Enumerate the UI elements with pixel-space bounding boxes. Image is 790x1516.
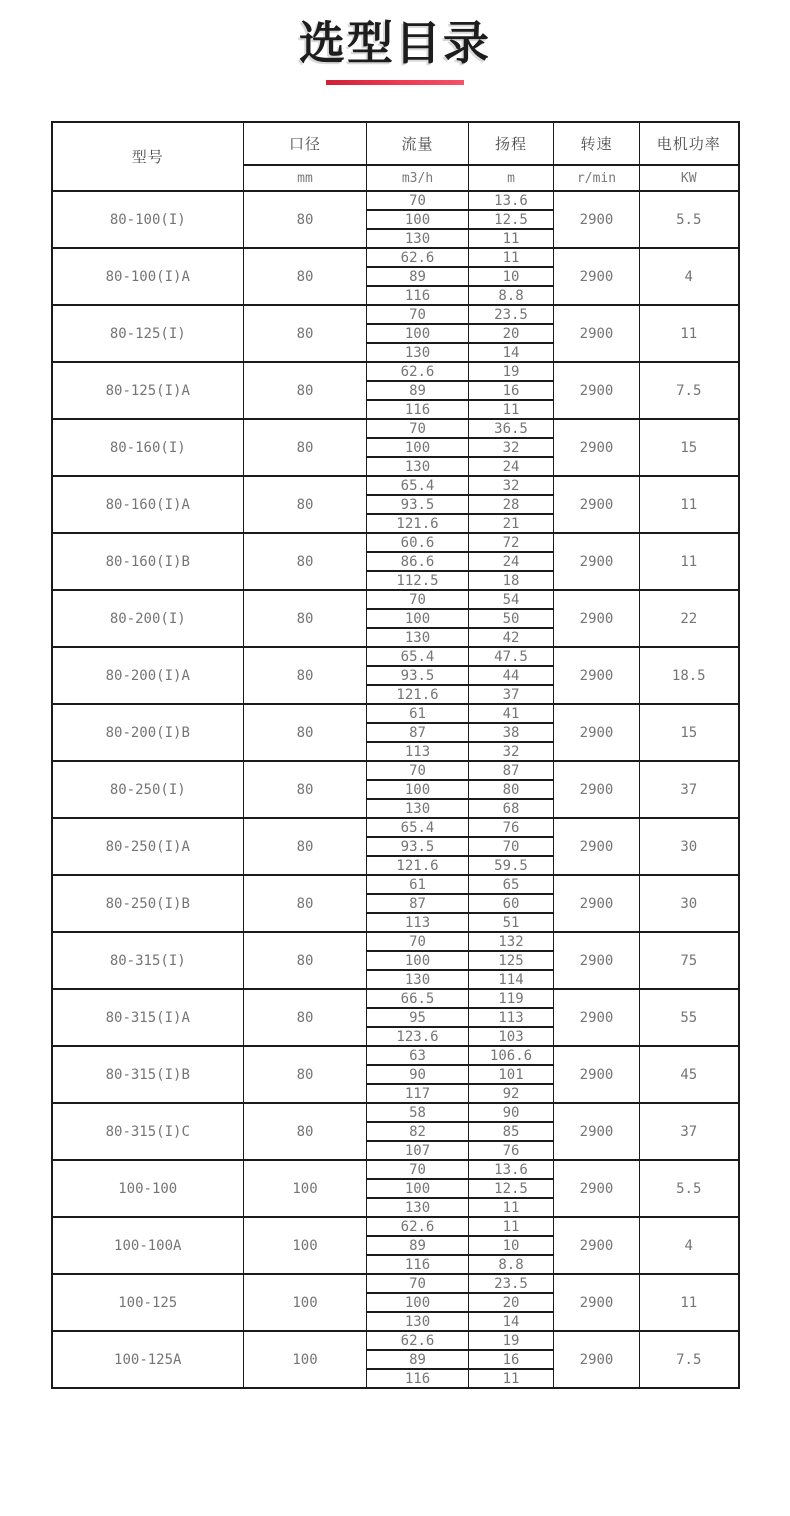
table-row-group: [52, 590, 739, 609]
flow-cell: 89: [367, 1236, 469, 1255]
flow-cell: 112.5: [367, 571, 469, 590]
flow-cell: 70: [367, 932, 469, 951]
speed-cell: 2900: [554, 305, 640, 362]
flow-cell: 130: [367, 1312, 469, 1331]
head-cell: 19: [469, 362, 554, 381]
flow-cell: 130: [367, 457, 469, 476]
head-cell: 44: [469, 666, 554, 685]
diameter-cell: 80: [244, 191, 367, 248]
speed-cell: 2900: [554, 191, 640, 248]
head-cell: 11: [469, 1217, 554, 1236]
table-row-group: [52, 1103, 739, 1122]
speed-cell: 2900: [554, 818, 640, 875]
head-cell: 10: [469, 267, 554, 286]
diameter-cell: 80: [244, 1046, 367, 1103]
model-cell: 80-100(I): [52, 191, 244, 248]
flow-cell: 65.4: [367, 476, 469, 495]
diameter-cell: 80: [244, 647, 367, 704]
head-cell: 114: [469, 970, 554, 989]
power-cell: 15: [640, 419, 739, 476]
flow-cell: 82: [367, 1122, 469, 1141]
diameter-cell: 80: [244, 704, 367, 761]
diameter-cell: 100: [244, 1160, 367, 1217]
head-cell: 113: [469, 1008, 554, 1027]
model-cell: 80-160(I)A: [52, 476, 244, 533]
flow-cell: 100: [367, 324, 469, 343]
model-cell: 80-125(I): [52, 305, 244, 362]
title-underline: [326, 80, 464, 85]
speed-cell: 2900: [554, 875, 640, 932]
speed-cell: 2900: [554, 1274, 640, 1331]
head-cell: 24: [469, 457, 554, 476]
model-cell: 80-160(I): [52, 419, 244, 476]
power-cell: 11: [640, 305, 739, 362]
diameter-cell: 80: [244, 305, 367, 362]
table-row-group: [52, 533, 739, 552]
flow-cell: 62.6: [367, 248, 469, 267]
head-cell: 60: [469, 894, 554, 913]
head-cell: 54: [469, 590, 554, 609]
table-row-group: [52, 305, 739, 324]
unit-speed: r/min: [554, 165, 640, 191]
head-cell: 28: [469, 495, 554, 514]
head-cell: 42: [469, 628, 554, 647]
head-cell: 21: [469, 514, 554, 533]
table-row-group: [52, 362, 739, 381]
head-cell: 16: [469, 1350, 554, 1369]
power-cell: 5.5: [640, 1160, 739, 1217]
flow-cell: 62.6: [367, 1331, 469, 1350]
flow-cell: 100: [367, 609, 469, 628]
table-row-group: [52, 818, 739, 837]
speed-cell: 2900: [554, 419, 640, 476]
speed-cell: 2900: [554, 761, 640, 818]
flow-cell: 121.6: [367, 514, 469, 533]
flow-cell: 130: [367, 628, 469, 647]
flow-cell: 100: [367, 1179, 469, 1198]
diameter-cell: 80: [244, 761, 367, 818]
table-row-group: [52, 704, 739, 723]
head-cell: 12.5: [469, 210, 554, 229]
flow-cell: 62.6: [367, 1217, 469, 1236]
table-row-group: [52, 248, 739, 267]
head-cell: 10: [469, 1236, 554, 1255]
diameter-cell: 80: [244, 875, 367, 932]
flow-cell: 70: [367, 191, 469, 210]
head-cell: 23.5: [469, 1274, 554, 1293]
model-cell: 80-160(I)B: [52, 533, 244, 590]
model-cell: 80-315(I): [52, 932, 244, 989]
diameter-cell: 80: [244, 1103, 367, 1160]
speed-cell: 2900: [554, 989, 640, 1046]
diameter-cell: 100: [244, 1217, 367, 1274]
flow-cell: 130: [367, 970, 469, 989]
diameter-cell: 100: [244, 1274, 367, 1331]
flow-cell: 70: [367, 305, 469, 324]
head-cell: 8.8: [469, 286, 554, 305]
speed-cell: 2900: [554, 704, 640, 761]
head-cell: 8.8: [469, 1255, 554, 1274]
table-body: [52, 191, 739, 1388]
power-cell: 4: [640, 1217, 739, 1274]
power-cell: 22: [640, 590, 739, 647]
model-cell: 80-250(I)B: [52, 875, 244, 932]
flow-cell: 89: [367, 1350, 469, 1369]
flow-cell: 95: [367, 1008, 469, 1027]
head-cell: 87: [469, 761, 554, 780]
flow-cell: 130: [367, 343, 469, 362]
head-cell: 76: [469, 1141, 554, 1160]
head-cell: 24: [469, 552, 554, 571]
model-cell: 80-315(I)A: [52, 989, 244, 1046]
model-cell: 100-100A: [52, 1217, 244, 1274]
diameter-cell: 100: [244, 1331, 367, 1388]
flow-cell: 117: [367, 1084, 469, 1103]
model-cell: 100-100: [52, 1160, 244, 1217]
flow-cell: 90: [367, 1065, 469, 1084]
speed-cell: 2900: [554, 533, 640, 590]
model-cell: 100-125A: [52, 1331, 244, 1388]
speed-cell: 2900: [554, 1331, 640, 1388]
table-row-group: [52, 875, 739, 894]
flow-cell: 93.5: [367, 666, 469, 685]
power-cell: 11: [640, 476, 739, 533]
head-cell: 38: [469, 723, 554, 742]
model-cell: 100-125: [52, 1274, 244, 1331]
flow-cell: 113: [367, 742, 469, 761]
col-header-speed: 转速: [554, 122, 640, 165]
model-cell: 80-250(I)A: [52, 818, 244, 875]
power-cell: 55: [640, 989, 739, 1046]
table-row-group: [52, 647, 739, 666]
flow-cell: 100: [367, 438, 469, 457]
flow-cell: 116: [367, 286, 469, 305]
table-row-group: [52, 1217, 739, 1236]
flow-cell: 87: [367, 723, 469, 742]
col-header-power: 电机功率: [640, 122, 739, 165]
head-cell: 32: [469, 742, 554, 761]
power-cell: 75: [640, 932, 739, 989]
power-cell: 7.5: [640, 1331, 739, 1388]
model-cell: 80-315(I)B: [52, 1046, 244, 1103]
power-cell: 45: [640, 1046, 739, 1103]
flow-cell: 58: [367, 1103, 469, 1122]
head-cell: 20: [469, 1293, 554, 1312]
model-cell: 80-100(I)A: [52, 248, 244, 305]
table-row-group: [52, 932, 739, 951]
table-row-group: [52, 1331, 739, 1350]
col-header-model: 型号: [52, 122, 244, 191]
head-cell: 106.6: [469, 1046, 554, 1065]
head-cell: 16: [469, 381, 554, 400]
unit-head: m: [469, 165, 554, 191]
head-cell: 125: [469, 951, 554, 970]
head-cell: 20: [469, 324, 554, 343]
diameter-cell: 80: [244, 533, 367, 590]
table-row-group: [52, 989, 739, 1008]
diameter-cell: 80: [244, 419, 367, 476]
flow-cell: 60.6: [367, 533, 469, 552]
flow-cell: 86.6: [367, 552, 469, 571]
head-cell: 14: [469, 343, 554, 362]
page-title: 选型目录: [299, 17, 491, 69]
flow-cell: 70: [367, 590, 469, 609]
head-cell: 14: [469, 1312, 554, 1331]
head-cell: 70: [469, 837, 554, 856]
speed-cell: 2900: [554, 1103, 640, 1160]
col-header-diameter: 口径: [244, 122, 367, 165]
flow-cell: 130: [367, 1198, 469, 1217]
power-cell: 7.5: [640, 362, 739, 419]
head-cell: 85: [469, 1122, 554, 1141]
flow-cell: 63: [367, 1046, 469, 1065]
head-cell: 32: [469, 438, 554, 457]
speed-cell: 2900: [554, 248, 640, 305]
model-cell: 80-200(I)A: [52, 647, 244, 704]
head-cell: 68: [469, 799, 554, 818]
power-cell: 30: [640, 875, 739, 932]
table-row-group: [52, 1160, 739, 1179]
table-row-group: [52, 1274, 739, 1293]
flow-cell: 66.5: [367, 989, 469, 1008]
flow-cell: 70: [367, 1160, 469, 1179]
flow-cell: 93.5: [367, 495, 469, 514]
speed-cell: 2900: [554, 647, 640, 704]
flow-cell: 70: [367, 419, 469, 438]
unit-diameter: mm: [244, 165, 367, 191]
table-row-group: [52, 761, 739, 780]
model-cell: 80-250(I): [52, 761, 244, 818]
flow-cell: 65.4: [367, 818, 469, 837]
head-cell: 47.5: [469, 647, 554, 666]
speed-cell: 2900: [554, 476, 640, 533]
power-cell: 30: [640, 818, 739, 875]
speed-cell: 2900: [554, 932, 640, 989]
head-cell: 80: [469, 780, 554, 799]
head-cell: 41: [469, 704, 554, 723]
diameter-cell: 80: [244, 476, 367, 533]
flow-cell: 130: [367, 799, 469, 818]
flow-cell: 113: [367, 913, 469, 932]
speed-cell: 2900: [554, 590, 640, 647]
power-cell: 15: [640, 704, 739, 761]
head-cell: 11: [469, 400, 554, 419]
flow-cell: 130: [367, 229, 469, 248]
diameter-cell: 80: [244, 590, 367, 647]
power-cell: 37: [640, 761, 739, 818]
flow-cell: 116: [367, 400, 469, 419]
col-header-head: 扬程: [469, 122, 554, 165]
head-cell: 51: [469, 913, 554, 932]
head-cell: 59.5: [469, 856, 554, 875]
speed-cell: 2900: [554, 1160, 640, 1217]
head-cell: 90: [469, 1103, 554, 1122]
head-cell: 32: [469, 476, 554, 495]
head-cell: 65: [469, 875, 554, 894]
flow-cell: 116: [367, 1369, 469, 1388]
head-cell: 36.5: [469, 419, 554, 438]
col-header-flow: 流量: [367, 122, 469, 165]
model-cell: 80-125(I)A: [52, 362, 244, 419]
power-cell: 11: [640, 533, 739, 590]
model-cell: 80-315(I)C: [52, 1103, 244, 1160]
flow-cell: 100: [367, 1293, 469, 1312]
flow-cell: 70: [367, 761, 469, 780]
head-cell: 72: [469, 533, 554, 552]
head-cell: 76: [469, 818, 554, 837]
head-cell: 37: [469, 685, 554, 704]
head-cell: 13.6: [469, 1160, 554, 1179]
head-cell: 11: [469, 248, 554, 267]
speed-cell: 2900: [554, 1046, 640, 1103]
flow-cell: 70: [367, 1274, 469, 1293]
flow-cell: 93.5: [367, 837, 469, 856]
head-cell: 23.5: [469, 305, 554, 324]
diameter-cell: 80: [244, 989, 367, 1046]
flow-cell: 89: [367, 267, 469, 286]
table-row-group: [52, 419, 739, 438]
diameter-cell: 80: [244, 248, 367, 305]
head-cell: 19: [469, 1331, 554, 1350]
head-cell: 50: [469, 609, 554, 628]
unit-flow: m3/h: [367, 165, 469, 191]
power-cell: 5.5: [640, 191, 739, 248]
flow-cell: 121.6: [367, 685, 469, 704]
table-row-group: [52, 1046, 739, 1065]
flow-cell: 61: [367, 875, 469, 894]
head-cell: 103: [469, 1027, 554, 1046]
flow-cell: 89: [367, 381, 469, 400]
table-row-group: [52, 476, 739, 495]
speed-cell: 2900: [554, 1217, 640, 1274]
diameter-cell: 80: [244, 818, 367, 875]
flow-cell: 100: [367, 210, 469, 229]
flow-cell: 62.6: [367, 362, 469, 381]
flow-cell: 107: [367, 1141, 469, 1160]
diameter-cell: 80: [244, 362, 367, 419]
power-cell: 37: [640, 1103, 739, 1160]
speed-cell: 2900: [554, 362, 640, 419]
head-cell: 18: [469, 571, 554, 590]
selection-catalog-table: [51, 121, 740, 1389]
flow-cell: 65.4: [367, 647, 469, 666]
head-cell: 11: [469, 1369, 554, 1388]
flow-cell: 100: [367, 951, 469, 970]
head-cell: 12.5: [469, 1179, 554, 1198]
power-cell: 4: [640, 248, 739, 305]
flow-cell: 116: [367, 1255, 469, 1274]
model-cell: 80-200(I)B: [52, 704, 244, 761]
flow-cell: 61: [367, 704, 469, 723]
flow-cell: 123.6: [367, 1027, 469, 1046]
head-cell: 92: [469, 1084, 554, 1103]
head-cell: 119: [469, 989, 554, 1008]
flow-cell: 121.6: [367, 856, 469, 875]
table-header: [52, 122, 739, 191]
table-row-group: [52, 191, 739, 210]
diameter-cell: 80: [244, 932, 367, 989]
head-cell: 11: [469, 229, 554, 248]
head-cell: 101: [469, 1065, 554, 1084]
head-cell: 11: [469, 1198, 554, 1217]
head-cell: 13.6: [469, 191, 554, 210]
head-cell: 132: [469, 932, 554, 951]
power-cell: 11: [640, 1274, 739, 1331]
flow-cell: 100: [367, 780, 469, 799]
flow-cell: 87: [367, 894, 469, 913]
model-cell: 80-200(I): [52, 590, 244, 647]
unit-power: KW: [640, 165, 739, 191]
power-cell: 18.5: [640, 647, 739, 704]
